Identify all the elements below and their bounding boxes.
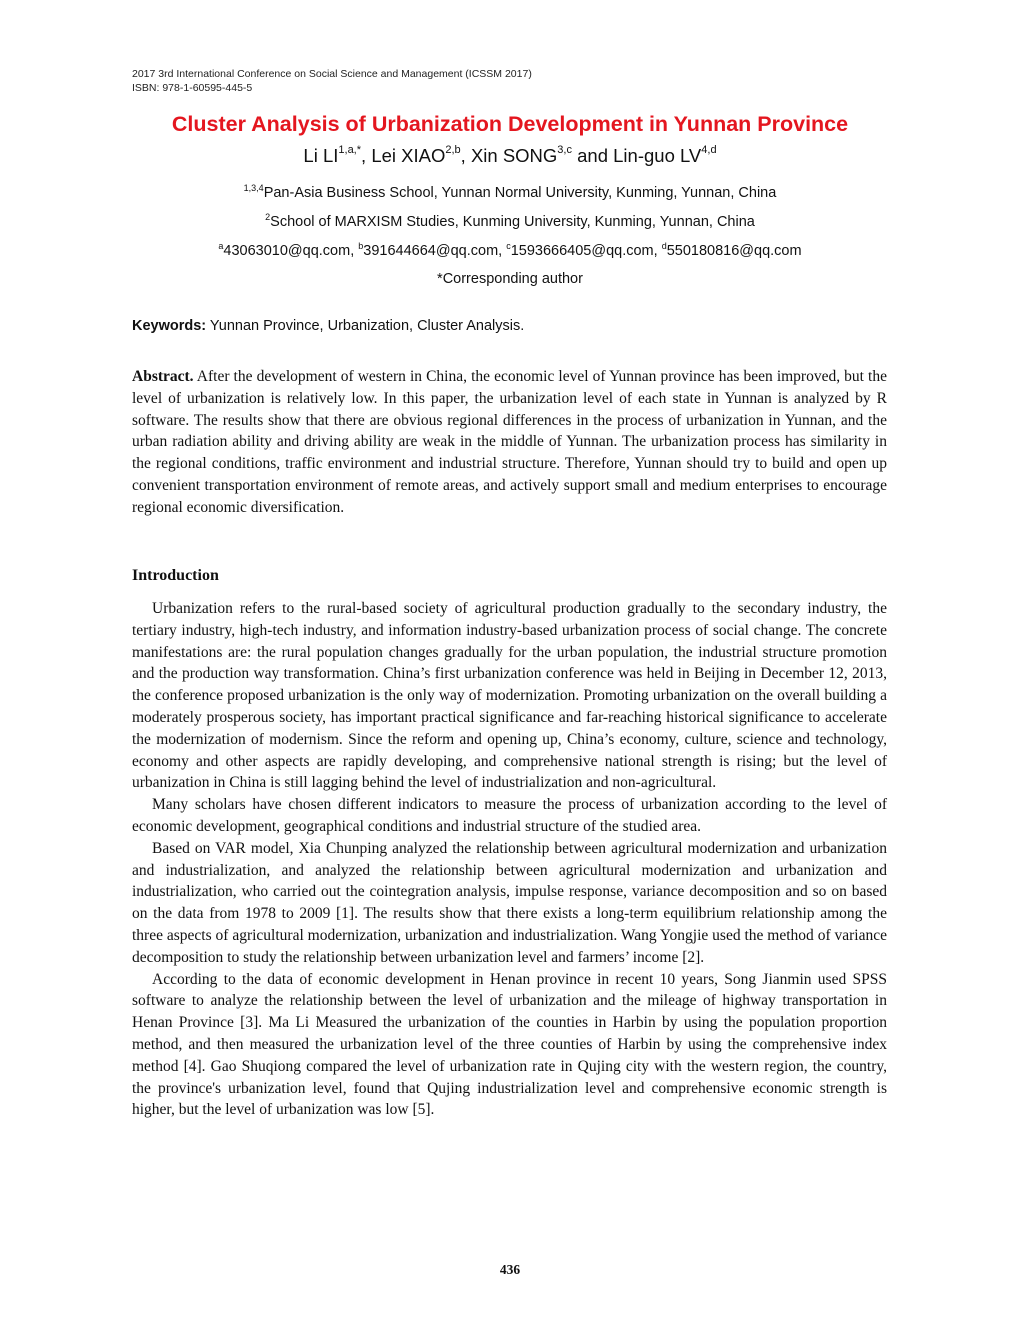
conference-header [132,67,532,95]
email-sup: d [661,241,667,251]
affiliation-2 [0,212,1020,230]
section-heading-introduction: Introduction [132,567,219,584]
email-link[interactable]: 1593666405@qq.com [510,242,654,259]
email-link[interactable]: 391644664@qq.com [363,242,499,259]
author-name: Lin-guo LV [613,145,702,166]
conference-name: 2017 3rd International Conference on Social Science and Management (ICSSM 2017) [132,68,532,80]
author-sup: 4,d [701,143,717,156]
email-sup: c [506,241,511,251]
author-name: Lei XIAO [371,145,446,166]
author-name: Xin SONG [470,145,558,166]
paragraph: Many scholars have chosen different indicators to measure the process of urbanization according to the level of economic development, geographical conditions and industrial structure of the studied area. [132,796,887,835]
paragraph: Based on VAR model, Xia Chunping analyzed the relationship between agricultural modernization and urbanization and industrialization, and analyzed the relationship between agricultural modernization and urbanization and industrialization, who carried out the cointegration analysis, impulse response, variance decomposition and so on based on the data from 1978 to 2009 [1]. The results show that there exists a long-term equilibrium relationship among the three aspects of agricultural modernization, urbanization and industrialization. Wang Yongjie used the method of variance decomposition to study the relationship between urbanization level and farmers’ income [2]. [132,839,887,966]
author-separator: , [460,145,471,166]
corresponding-author: *Corresponding author [437,271,583,287]
keywords-text: Yunnan Province, Urbanization, Cluster Analysis. [206,318,525,334]
keywords-label: Keywords: [132,318,207,334]
email-list: $^a$43063010@qq.com, $^b$391644664@qq.com, $^c$1593666405@qq.com, $^d$550180816@qq.com [218,241,802,259]
abstract-text: After the development of western in China, the economic level of Yunnan province has been improved, but the level of urbanization is relatively low. In this paper, the urbanization level of each state in Yunnan is analyzed by R software. The results show that there are obvious regional differences in the process of urbanization in Yunnan, and the urban radiation ability and driving ability are weak in the middle of Yunnan. The urbanization process has similarity in the regional conditions, traffic environment and industrial structure. Therefore, Yunnan should try to build and open up convenient transportation environment of remote areas, and actively support small and medium enterprises to encourage regional economic diversification. [132,368,887,516]
author-sup: 3,c [557,143,572,156]
affiliation-1 [0,183,1020,201]
introduction-body [132,598,887,1121]
keywords [132,318,524,334]
isbn: ISBN: 978-1-60595-445-5 [132,82,253,94]
email-link[interactable]: 550180816@qq.com [666,242,802,259]
author-name: Li LI [303,145,339,166]
page-number: 436 [499,1262,521,1277]
email-sup: a [218,241,224,251]
author-sup: 1,a,* [338,143,362,156]
email-sup: b [358,241,364,251]
paragraph: According to the data of economic development in Henan province in recent 10 years, Song Jianmin used SPSS software to analyze the relationship between the level of urbanization and the mileage of highway transportation in Henan Province [3]. Ma Li Measured the urbanization of the counties in Harbin by using the population proportion method, and then measured the urbanization level of the three counties of Harbin by using the comprehensive index method [4]. Gao Shuqiong compared the level of urbanization rate in Qujing city with the western region, the country, the province's urbanization level, found that Qujing industrialization level and comprehensive economic strength is higher, but the level of urbanization was low [5]. [132,970,887,1119]
affiliation-sup: 1,3,4 [243,183,264,193]
paper-title: Cluster Analysis of Urbanization Development in Yunnan Province [171,112,849,136]
abstract-label: Abstract. [132,368,194,385]
author-sup: 2,b [445,143,461,156]
affiliation-sup: 2 [265,212,271,222]
email-link[interactable]: 43063010@qq.com [223,242,351,259]
affiliation-text: School of MARXISM Studies, Kunming University, Kunming, Yunnan, China [270,213,755,230]
affiliation-text: Pan-Asia Business School, Yunnan Normal University, Kunming, Yunnan, China [263,184,777,201]
author-separator: , [361,145,372,166]
author-and: and [571,145,614,166]
abstract [132,366,887,519]
author-list [0,145,1020,167]
paragraph: Urbanization refers to the rural-based society of agricultural production gradually to the secondary industry, the tertiary industry, high-tech industry, and information industry-based urbanization process of social change. The concrete manifestations are: the rural population changes gradually for the urban population, the industrial structure promotion and the production way transformation. China’s first urbanization conference was held in Beijing in December 12, 2013, the conference proposed urbanization is the only way of modernization. Promoting urbanization on the overall building a moderately prosperous society, has important practical significance and far-reaching historical significance to accelerate the modernization of modernism. Since the reform and opening up, China’s economy, culture, science and technology, economy and other aspects are rapidly developing, and comprehensive national strength is rising; but the level of urbanization in China is still lagging behind the level of industrialization and non-agricultural. [132,600,887,792]
